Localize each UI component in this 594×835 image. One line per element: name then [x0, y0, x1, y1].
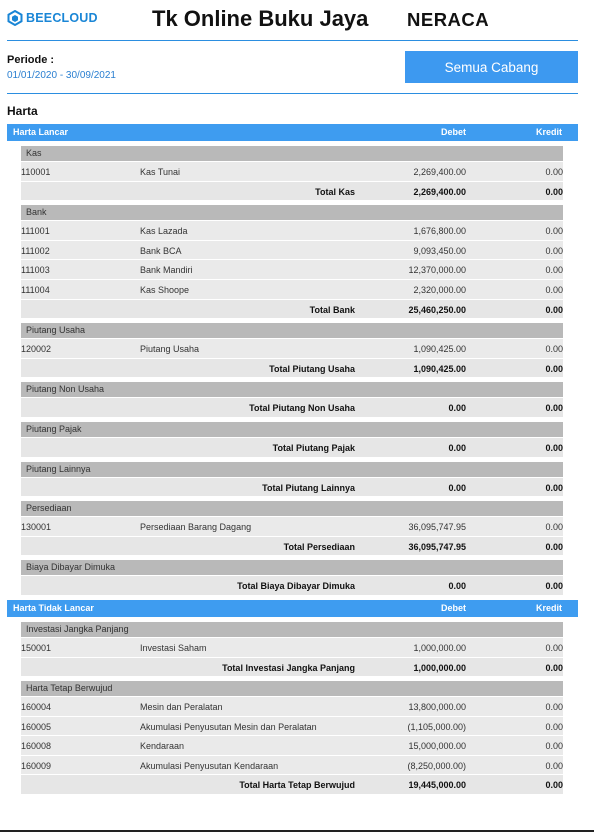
group-total-row [21, 774, 563, 794]
account-row[interactable] [21, 755, 563, 775]
account-row[interactable] [21, 338, 563, 358]
total-debet: 36,095,747.95 [408, 541, 466, 552]
group-header: Bank [21, 205, 563, 220]
total-kredit: 0.00 [545, 442, 563, 453]
account-kredit: 0.00 [545, 245, 563, 256]
section-title: Harta [7, 104, 38, 118]
balance-sheet-table [7, 124, 578, 794]
total-debet: 0.00 [448, 442, 466, 453]
group-header: Persediaan [21, 501, 563, 516]
account-name: Piutang Usaha [140, 344, 200, 355]
account-code: 160004 [21, 702, 52, 713]
total-label: Total Bank [309, 304, 355, 315]
account-debet: 2,320,000.00 [413, 284, 466, 295]
account-group [21, 146, 563, 200]
total-debet: 0.00 [448, 581, 466, 592]
total-kredit: 0.00 [545, 541, 563, 552]
account-row[interactable] [21, 259, 563, 279]
account-name: Investasi Saham [140, 642, 207, 653]
periode-divider [7, 93, 578, 94]
section-band [7, 600, 578, 617]
account-name: Akumulasi Penyusutan Kendaraan [140, 760, 279, 771]
total-kredit: 0.00 [545, 780, 563, 791]
total-debet: 0.00 [448, 403, 466, 414]
brand-name-prefix: BEE [26, 11, 53, 25]
account-code: 111002 [21, 245, 50, 256]
group-header: Harta Tetap Berwujud [21, 681, 563, 696]
band-kredit-header: Kredit [535, 602, 562, 613]
band-title: Harta Lancar [13, 127, 69, 137]
band-debet-header: Debet [440, 602, 466, 613]
brand-logo[interactable] [7, 10, 98, 26]
account-debet: (1,105,000.00) [407, 721, 466, 732]
account-name: Kas Shoope [140, 284, 190, 295]
total-kredit: 0.00 [545, 482, 563, 493]
account-debet: 15,000,000.00 [408, 741, 466, 752]
account-name: Kendaraan [140, 741, 185, 752]
group-header: Piutang Lainnya [21, 462, 563, 477]
footer-divider [0, 830, 594, 832]
report-title: NERACA [407, 9, 490, 30]
account-kredit: 0.00 [545, 344, 563, 355]
group-total-row [21, 397, 563, 417]
account-row[interactable] [21, 637, 563, 657]
total-label: Total Kas [315, 186, 355, 197]
periode-value: 01/01/2020 - 30/09/2021 [7, 70, 116, 81]
account-code: 120002 [21, 344, 52, 355]
account-row[interactable] [21, 716, 563, 736]
group-total-row [21, 536, 563, 556]
account-row[interactable] [21, 735, 563, 755]
total-kredit: 0.00 [545, 581, 563, 592]
group-total-row [21, 477, 563, 497]
account-kredit: 0.00 [545, 167, 563, 177]
account-kredit: 0.00 [545, 642, 563, 653]
total-label: Total Investasi Jangka Panjang [222, 662, 355, 673]
account-kredit: 0.00 [545, 265, 563, 276]
account-kredit: 0.00 [545, 226, 563, 237]
total-label: Total Harta Tetap Berwujud [239, 780, 355, 791]
account-group [21, 382, 563, 417]
account-kredit: 0.00 [545, 702, 563, 713]
band-title: Harta Tidak Lancar [13, 602, 94, 613]
account-debet: 36,095,747.95 [408, 522, 466, 533]
total-debet: 1,090,425.00 [413, 363, 466, 374]
account-code: 150001 [21, 642, 52, 653]
total-label: Total Piutang Lainnya [262, 482, 355, 493]
report-header [0, 0, 594, 40]
account-row[interactable] [21, 516, 563, 536]
account-row[interactable] [21, 279, 563, 299]
account-name: Bank BCA [140, 245, 182, 256]
account-name: Akumulasi Penyusutan Mesin dan Peralatan [140, 721, 317, 732]
total-kredit: 0.00 [545, 186, 563, 197]
account-kredit: 0.00 [545, 284, 563, 295]
total-debet: 1,000,000.00 [413, 662, 466, 673]
account-debet: (8,250,000.00) [407, 760, 466, 771]
account-kredit: 0.00 [545, 760, 563, 771]
account-debet: 1,000,000.00 [413, 642, 466, 653]
account-group [21, 560, 563, 595]
account-group [21, 422, 563, 457]
total-debet: 2,269,400.00 [413, 186, 466, 197]
group-header: Biaya Dibayar Dimuka [21, 560, 563, 575]
account-code: 110001 [21, 167, 51, 177]
account-code: 130001 [21, 522, 52, 533]
account-group [21, 501, 563, 555]
account-debet: 9,093,450.00 [413, 245, 466, 256]
total-label: Total Biaya Dibayar Dimuka [237, 581, 355, 592]
group-header: Piutang Non Usaha [21, 382, 563, 397]
total-label: Total Persediaan [283, 541, 355, 552]
branch-filter-button[interactable]: Semua Cabang [405, 51, 578, 83]
total-debet: 25,460,250.00 [408, 304, 466, 315]
group-total-row [21, 181, 563, 201]
header-divider [7, 40, 578, 41]
account-kredit: 0.00 [545, 721, 563, 732]
account-debet: 1,090,425.00 [413, 344, 466, 355]
brand-name-suffix: CLOUD [52, 11, 98, 25]
total-kredit: 0.00 [545, 403, 563, 414]
total-label: Total Piutang Pajak [272, 442, 355, 453]
periode-label: Periode : [7, 54, 55, 66]
account-code: 111003 [21, 265, 50, 276]
section-band [7, 124, 578, 141]
group-total-row [21, 299, 563, 319]
account-code: 111001 [21, 226, 50, 237]
account-code: 111004 [21, 284, 50, 295]
brand-name [26, 11, 98, 25]
account-debet: 12,370,000.00 [408, 265, 466, 276]
account-kredit: 0.00 [545, 741, 563, 752]
account-group [21, 323, 563, 377]
account-name: Mesin dan Peralatan [140, 702, 223, 713]
account-name: Bank Mandiri [140, 265, 193, 276]
account-row[interactable] [21, 240, 563, 260]
group-header: Kas [21, 146, 563, 161]
group-total-row [21, 358, 563, 378]
account-kredit: 0.00 [545, 522, 563, 533]
account-debet: 13,800,000.00 [408, 702, 466, 713]
total-label: Total Piutang Usaha [269, 363, 355, 374]
account-debet: 1,676,800.00 [413, 226, 466, 237]
company-name: Tk Online Buku Jaya [152, 6, 369, 31]
account-group [21, 205, 563, 318]
total-debet: 0.00 [448, 482, 466, 493]
beecloud-logo-icon [7, 10, 23, 26]
total-kredit: 0.00 [545, 662, 563, 673]
account-code: 160009 [21, 760, 52, 771]
total-kredit: 0.00 [545, 304, 563, 315]
band-debet-header: Debet [440, 127, 466, 137]
account-name: Kas Tunai [140, 167, 181, 177]
total-debet: 19,445,000.00 [408, 780, 466, 791]
account-group [21, 462, 563, 497]
account-code: 160005 [21, 721, 52, 732]
band-kredit-header: Kredit [535, 127, 562, 137]
account-row[interactable] [21, 220, 563, 240]
account-row[interactable] [21, 696, 563, 716]
total-kredit: 0.00 [545, 363, 563, 374]
group-header: Piutang Usaha [21, 323, 563, 338]
group-total-row [21, 575, 563, 595]
account-row[interactable] [21, 161, 563, 181]
account-name: Kas Lazada [140, 226, 188, 237]
account-name: Persediaan Barang Dagang [140, 522, 252, 533]
group-total-row [21, 437, 563, 457]
account-group [21, 622, 563, 676]
account-code: 160008 [21, 741, 52, 752]
account-group [21, 681, 563, 794]
total-label: Total Piutang Non Usaha [249, 403, 355, 414]
group-header: Investasi Jangka Panjang [21, 622, 563, 637]
group-total-row [21, 657, 563, 677]
account-debet: 2,269,400.00 [413, 167, 466, 177]
group-header: Piutang Pajak [21, 422, 563, 437]
